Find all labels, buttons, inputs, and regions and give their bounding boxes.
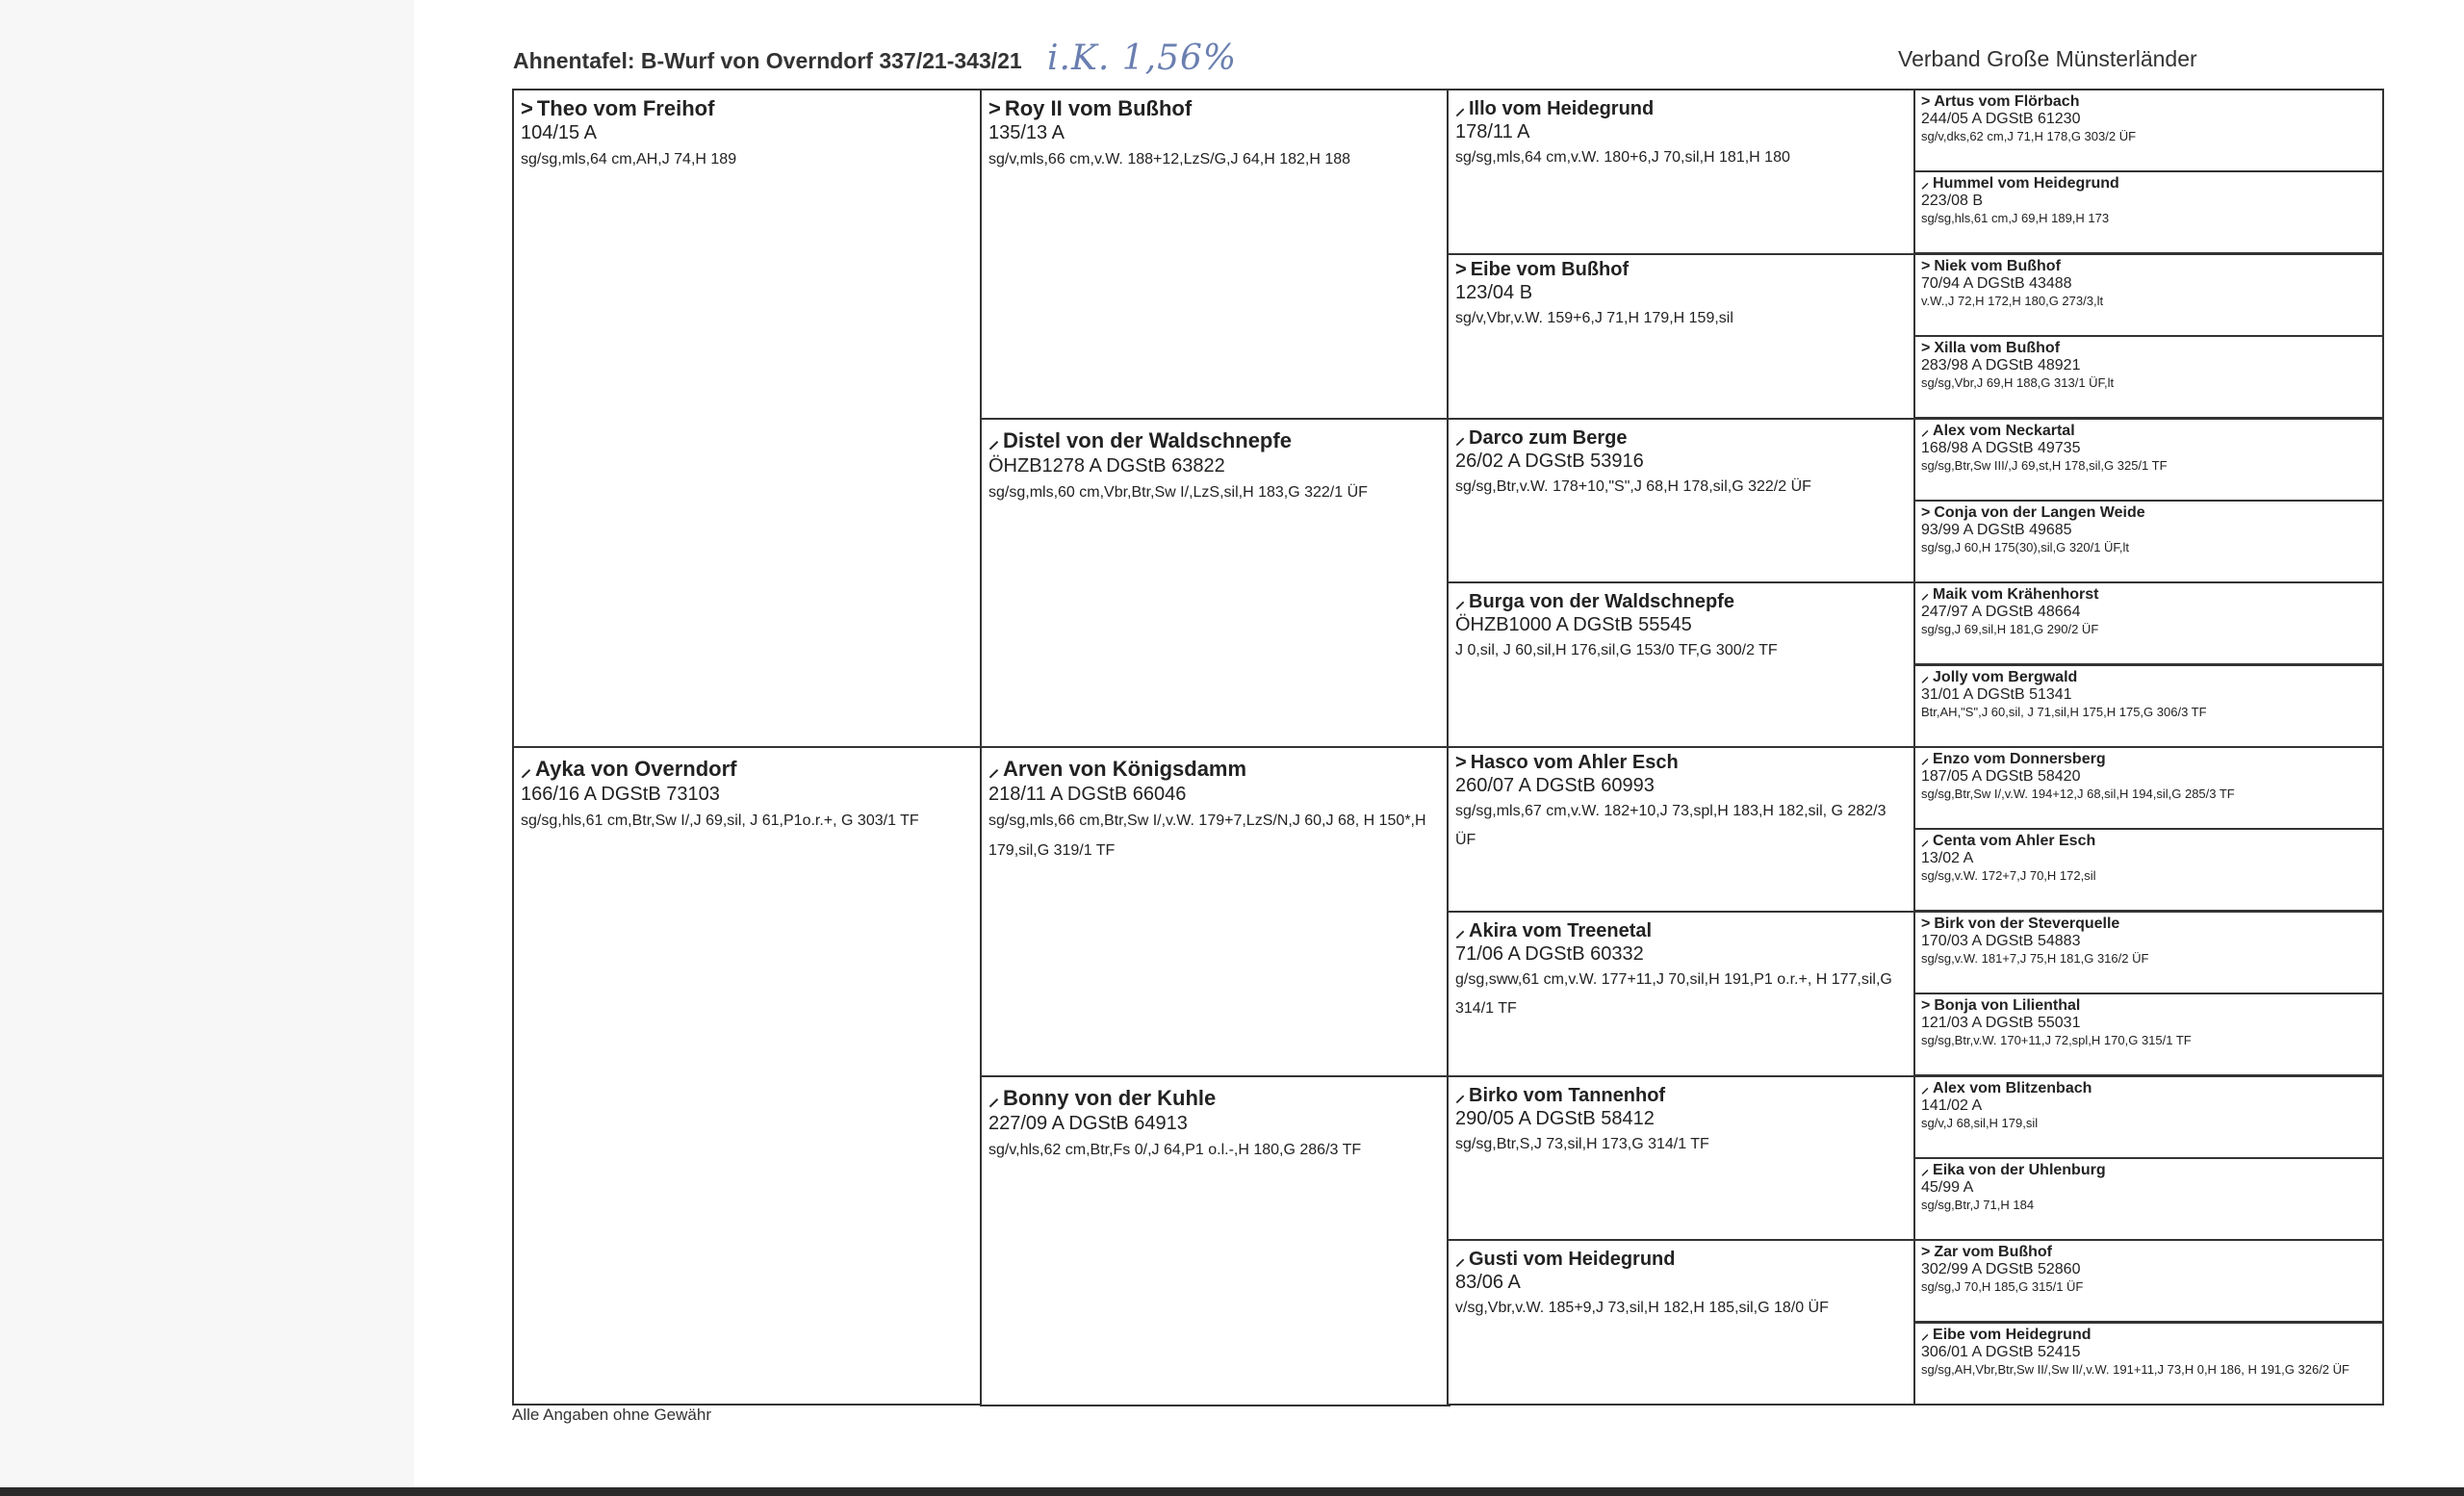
ancestor-registration: 260/07 A DGStB 60993 (1455, 775, 1655, 796)
ancestor-name-text: Conja von der Langen Weide (1934, 504, 2145, 521)
ancestor-name-text: Bonny von der Kuhle (1003, 1086, 1217, 1110)
ancestor-registration: 223/08 B (1921, 193, 1984, 209)
ancestor-name-text: Jolly vom Bergwald (1933, 669, 2078, 685)
ancestor-name-text: Birk von der Steverquelle (1934, 916, 2120, 932)
sex-mark-icon: > (1921, 997, 1931, 1014)
ancestor-registration: ÖHZB1000 A DGStB 55545 (1455, 614, 1692, 635)
ancestor-details: sg/v,mls,66 cm,v.W. 188+12,LzS/G,J 64,H 182,H 188 (988, 151, 1351, 168)
ancestor-name-text: Alex vom Neckartal (1933, 423, 2075, 439)
gen4-ancestor-box (1913, 1157, 2384, 1241)
gen1-ancestor-box (512, 89, 983, 748)
sex-mark-icon: ⸝ (988, 1086, 1000, 1110)
ancestor-name (1921, 503, 2376, 522)
gen4-ancestor-box (1913, 993, 2384, 1076)
ancestor-details: sg/sg,Btr,Sw III/,J 69,st,H 178,sil,G 325/1 TF (1921, 458, 2168, 473)
ancestor-details: J 0,sil, J 60,sil,H 176,sil,G 153/0 TF,G 300/2 TF (1455, 642, 1778, 658)
sex-mark-icon: ⸝ (988, 757, 1000, 781)
ancestor-name (1921, 257, 2376, 275)
ancestor-name-text: Niek vom Bußhof (1934, 258, 2061, 274)
scan-margin (0, 0, 414, 1496)
ancestor-details: v/sg,Vbr,v.W. 185+9,J 73,sil,H 182,H 185,sil,G 18/0 ÜF (1455, 1300, 1829, 1316)
sex-mark-icon: > (1921, 93, 1931, 110)
gen4-ancestor-box (1913, 911, 2384, 994)
gen4-ancestor-box (1913, 581, 2384, 665)
gen4-ancestor-box (1913, 746, 2384, 830)
ancestor-name (1921, 1161, 2376, 1179)
ancestor-registration: 166/16 A DGStB 73103 (521, 784, 720, 805)
ancestor-registration: 31/01 A DGStB 51341 (1921, 686, 2072, 703)
gen2-ancestor-box (980, 746, 1450, 1077)
ancestor-name-text: Eibe vom Bußhof (1470, 259, 1630, 280)
ancestor-registration: 104/15 A (521, 122, 597, 143)
sex-mark-icon: ⸝ (1455, 1249, 1465, 1270)
ancestor-name (1921, 1079, 2376, 1097)
gen4-ancestor-box (1913, 335, 2384, 419)
sex-mark-icon: ⸝ (1921, 1327, 1930, 1343)
sex-mark-icon: > (1921, 1244, 1931, 1260)
ancestor-details: sg/sg,v.W. 172+7,J 70,H 172,sil (1921, 868, 2096, 883)
ancestor-details: sg/sg,mls,64 cm,v.W. 180+6,J 70,sil,H 181,H 180 (1455, 149, 1790, 166)
sex-mark-icon: ⸝ (1921, 833, 1930, 849)
ancestor-details: sg/sg,Btr,Sw I/,v.W. 194+12,J 68,sil,H 194,sil,G 285/3 TF (1921, 787, 2235, 801)
sex-mark-icon: ⸝ (1921, 586, 1930, 603)
ancestor-registration: 302/99 A DGStB 52860 (1921, 1261, 2081, 1277)
ancestor-name (1455, 94, 1909, 120)
document-title: Ahnentafel: B-Wurf von Overndorf 337/21-343/21 (513, 48, 1022, 73)
ancestor-details: sg/sg,J 69,sil,H 181,G 290/2 ÜF (1921, 622, 2099, 636)
ancestor-name-text: Theo vom Freihof (536, 96, 715, 120)
ancestor-registration: 135/13 A (988, 122, 1065, 143)
ancestor-registration: 141/02 A (1921, 1097, 1983, 1114)
sex-mark-icon: ⸝ (521, 757, 532, 781)
gen2-ancestor-box (980, 1075, 1450, 1406)
ancestor-registration: 13/02 A (1921, 850, 1974, 866)
ancestor-name-text: Zar vom Bußhof (1934, 1244, 2053, 1260)
ancestor-details: sg/v,J 68,sil,H 179,sil (1921, 1116, 2039, 1130)
sex-mark-icon: ⸝ (1921, 669, 1930, 685)
gen4-ancestor-box (1913, 418, 2384, 502)
ancestor-name-text: Gusti vom Heidegrund (1469, 1249, 1676, 1270)
ancestor-details: sg/sg,mls,60 cm,Vbr,Btr,Sw I/,LzS,sil,H 183,G 322/1 ÜF (988, 484, 1368, 501)
handwritten-note: i.K. 1,56% (1047, 39, 1238, 78)
ancestor-details: sg/sg,Btr,J 71,H 184 (1921, 1198, 2035, 1212)
ancestor-name-text: Ayka von Overndorf (535, 757, 737, 781)
gen4-ancestor-box (1913, 664, 2384, 748)
ancestor-name (1455, 587, 1909, 613)
ancestor-details: sg/sg,mls,66 cm,Btr,Sw I/,v.W. 179+7,LzS/N,J 60,J 68, H 150*,H 179,sil,G 319/1 TF (988, 812, 1426, 859)
ancestor-name-text: Hummel vom Heidegrund (1933, 175, 2119, 192)
gen3-ancestor-box (1447, 418, 1917, 584)
ancestor-registration: 121/03 A DGStB 55031 (1921, 1015, 2081, 1031)
ancestor-registration: 45/99 A (1921, 1179, 1974, 1196)
ancestor-details: sg/sg,mls,67 cm,v.W. 182+10,J 73,spl,H 183,H 182,sil, G 282/3 ÜF (1455, 803, 1886, 848)
association-name: Verband Große Münsterländer (1898, 46, 2197, 71)
sex-mark-icon: ⸝ (1455, 427, 1465, 449)
ancestor-name-text: Xilla vom Bußhof (1934, 340, 2061, 356)
ancestor-name-text: Roy II vom Bußhof (1004, 96, 1193, 120)
gen3-ancestor-box (1447, 746, 1917, 913)
ancestor-name (1921, 339, 2376, 357)
ancestor-name (1921, 832, 2376, 850)
ancestor-name-text: Maik vom Krähenhorst (1933, 586, 2099, 603)
ancestor-name (988, 1083, 1442, 1112)
ancestor-registration: 83/06 A (1455, 1272, 1521, 1293)
ancestor-details: sg/sg,hls,61 cm,J 69,H 189,H 173 (1921, 211, 2110, 225)
sex-mark-icon: ⸝ (1455, 591, 1465, 612)
ancestor-registration: 187/05 A DGStB 58420 (1921, 768, 2081, 785)
ancestor-registration: 290/05 A DGStB 58412 (1455, 1108, 1655, 1129)
ancestor-name (1921, 668, 2376, 686)
sex-mark-icon: ⸝ (1921, 1162, 1930, 1178)
ancestor-details: sg/sg,Btr,v.W. 178+10,"S",J 68,H 178,sil,G 322/2 ÜF (1455, 478, 1811, 495)
sex-mark-icon: ⸝ (1455, 920, 1465, 941)
sex-mark-icon: ⸝ (1921, 175, 1930, 192)
sex-mark-icon: > (1455, 752, 1467, 773)
ancestor-registration: ÖHZB1278 A DGStB 63822 (988, 455, 1225, 477)
ancestor-registration: 244/05 A DGStB 61230 (1921, 111, 2081, 127)
sex-mark-icon: > (1921, 258, 1931, 274)
gen4-ancestor-box (1913, 253, 2384, 337)
gen3-ancestor-box (1447, 1075, 1917, 1242)
scan-bottom-edge (0, 1487, 2464, 1496)
gen3-ancestor-box (1447, 581, 1917, 748)
sex-mark-icon: ⸝ (1921, 1080, 1930, 1096)
ancestor-details: sg/v,dks,62 cm,J 71,H 178,G 303/2 ÜF (1921, 129, 2137, 143)
ancestor-registration: 178/11 A (1455, 121, 1530, 142)
ancestor-name (988, 426, 1442, 454)
ancestor-name (1921, 996, 2376, 1015)
ancestor-details: sg/sg,J 60,H 175(30),sil,G 320/1 ÜF,lt (1921, 540, 2130, 555)
sex-mark-icon: ⸝ (988, 428, 1000, 452)
gen4-ancestor-box (1913, 1239, 2384, 1323)
sex-mark-icon: ⸝ (1455, 98, 1465, 119)
ancestor-name-text: Eika von der Uhlenburg (1933, 1162, 2106, 1178)
ancestor-registration: 93/99 A DGStB 49685 (1921, 522, 2072, 538)
sex-mark-icon: > (1921, 504, 1931, 521)
sex-mark-icon: > (521, 96, 533, 120)
ancestor-registration: 283/98 A DGStB 48921 (1921, 357, 2081, 374)
ancestor-name-text: Alex vom Blitzenbach (1933, 1080, 2092, 1096)
ancestor-name (1921, 174, 2376, 193)
ancestor-details: sg/sg,mls,64 cm,AH,J 74,H 189 (521, 151, 737, 168)
ancestor-name-text: Enzo vom Donnersberg (1933, 751, 2106, 767)
ancestor-name-text: Artus vom Flörbach (1934, 93, 2080, 110)
ancestor-registration: 123/04 B (1455, 282, 1533, 303)
ancestor-name (1455, 1081, 1909, 1107)
ancestor-registration: 170/03 A DGStB 54883 (1921, 933, 2081, 949)
ancestor-details: sg/sg,J 70,H 185,G 315/1 ÜF (1921, 1279, 2084, 1294)
ancestor-name (1455, 916, 1909, 942)
ancestor-details: sg/sg,hls,61 cm,Btr,Sw I/,J 69,sil, J 61,P1o.r.+, G 303/1 TF (521, 812, 919, 829)
ancestor-name (1921, 750, 2376, 768)
ancestor-name (1921, 422, 2376, 440)
gen3-ancestor-box (1447, 1239, 1917, 1406)
ancestor-name (1455, 1245, 1909, 1271)
sex-mark-icon: > (1921, 340, 1931, 356)
gen4-ancestor-box (1913, 1322, 2384, 1406)
ancestor-details: Btr,AH,"S",J 60,sil, J 71,sil,H 175,H 175,G 306/3 TF (1921, 705, 2207, 719)
ancestor-registration: 70/94 A DGStB 43488 (1921, 275, 2072, 292)
ancestor-name (1921, 915, 2376, 933)
ancestor-name (521, 96, 974, 121)
sex-mark-icon: ⸝ (1921, 423, 1930, 439)
ancestor-name-text: Illo vom Heidegrund (1469, 98, 1655, 119)
sex-mark-icon: ⸝ (1921, 751, 1930, 767)
gen4-ancestor-box (1913, 170, 2384, 254)
ancestor-name (988, 754, 1442, 783)
ancestor-details: sg/v,Vbr,v.W. 159+6,J 71,H 179,H 159,sil (1455, 310, 1733, 326)
ancestor-details: v.W.,J 72,H 172,H 180,G 273/3,lt (1921, 294, 2104, 308)
gen4-ancestor-box (1913, 89, 2384, 172)
ancestor-name-text: Darco zum Berge (1469, 427, 1628, 449)
ancestor-name (1921, 1326, 2376, 1344)
ancestor-registration: 227/09 A DGStB 64913 (988, 1113, 1188, 1134)
ancestor-details: sg/sg,AH,Vbr,Btr,Sw II/,Sw II/,v.W. 191+11,J 73,H 0,H 186, H 191,G 326/2 ÜF (1921, 1362, 2349, 1377)
ancestor-registration: 306/01 A DGStB 52415 (1921, 1344, 2081, 1360)
ancestor-details: sg/sg,Btr,v.W. 170+11,J 72,spl,H 170,G 315/1 TF (1921, 1033, 2192, 1047)
ancestor-name (1455, 752, 1909, 774)
gen3-ancestor-box (1447, 89, 1917, 255)
ancestor-name (988, 96, 1442, 121)
ancestor-details: sg/sg,Vbr,J 69,H 188,G 313/1 ÜF,lt (1921, 375, 2115, 390)
ancestor-registration: 218/11 A DGStB 66046 (988, 784, 1187, 805)
ancestor-name-text: Burga von der Waldschnepfe (1469, 591, 1734, 612)
ancestor-name-text: Arven von Königsdamm (1003, 757, 1247, 781)
ancestor-details: sg/sg,v.W. 181+7,J 75,H 181,G 316/2 ÜF (1921, 951, 2149, 966)
ancestor-details: g/sg,sww,61 cm,v.W. 177+11,J 70,sil,H 191,P1 o.r.+, H 177,sil,G 314/1 TF (1455, 971, 1892, 1017)
sex-mark-icon: ⸝ (1455, 1085, 1465, 1106)
gen4-ancestor-box (1913, 1075, 2384, 1159)
ancestor-name (1921, 1243, 2376, 1261)
ancestor-name (1455, 424, 1909, 450)
gen4-ancestor-box (1913, 500, 2384, 583)
ancestor-name-text: Distel von der Waldschnepfe (1003, 428, 1292, 452)
gen1-ancestor-box (512, 746, 983, 1406)
gen3-ancestor-box (1447, 911, 1917, 1077)
gen2-ancestor-box (980, 418, 1450, 749)
ancestor-name-text: Bonja von Lilienthal (1934, 997, 2081, 1014)
gen3-ancestor-box (1447, 253, 1917, 420)
ancestor-name-text: Hasco vom Ahler Esch (1470, 752, 1679, 773)
gen4-ancestor-box (1913, 828, 2384, 912)
ancestor-registration: 247/97 A DGStB 48664 (1921, 604, 2081, 620)
ancestor-registration: 26/02 A DGStB 53916 (1455, 451, 1644, 472)
ancestor-registration: 71/06 A DGStB 60332 (1455, 943, 1644, 965)
ancestor-name (1921, 92, 2376, 111)
ancestor-details: sg/v,hls,62 cm,Btr,Fs 0/,J 64,P1 o.l.-,H 180,G 286/3 TF (988, 1142, 1362, 1158)
ancestor-name-text: Birko vom Tannenhof (1469, 1085, 1666, 1106)
sex-mark-icon: > (1921, 916, 1931, 932)
ancestor-name-text: Centa vom Ahler Esch (1933, 833, 2096, 849)
gen2-ancestor-box (980, 89, 1450, 420)
ancestor-name (1455, 259, 1909, 281)
ancestor-name (521, 754, 974, 783)
ancestor-details: sg/sg,Btr,S,J 73,sil,H 173,G 314/1 TF (1455, 1136, 1709, 1152)
ancestor-name-text: Akira vom Treenetal (1469, 920, 1653, 941)
ancestor-registration: 168/98 A DGStB 49735 (1921, 440, 2081, 456)
ancestor-name-text: Eibe vom Heidegrund (1933, 1327, 2092, 1343)
sex-mark-icon: > (1455, 259, 1467, 280)
disclaimer: Alle Angaben ohne Gewähr (512, 1406, 711, 1424)
sex-mark-icon: > (988, 96, 1001, 120)
ancestor-name (1921, 585, 2376, 604)
